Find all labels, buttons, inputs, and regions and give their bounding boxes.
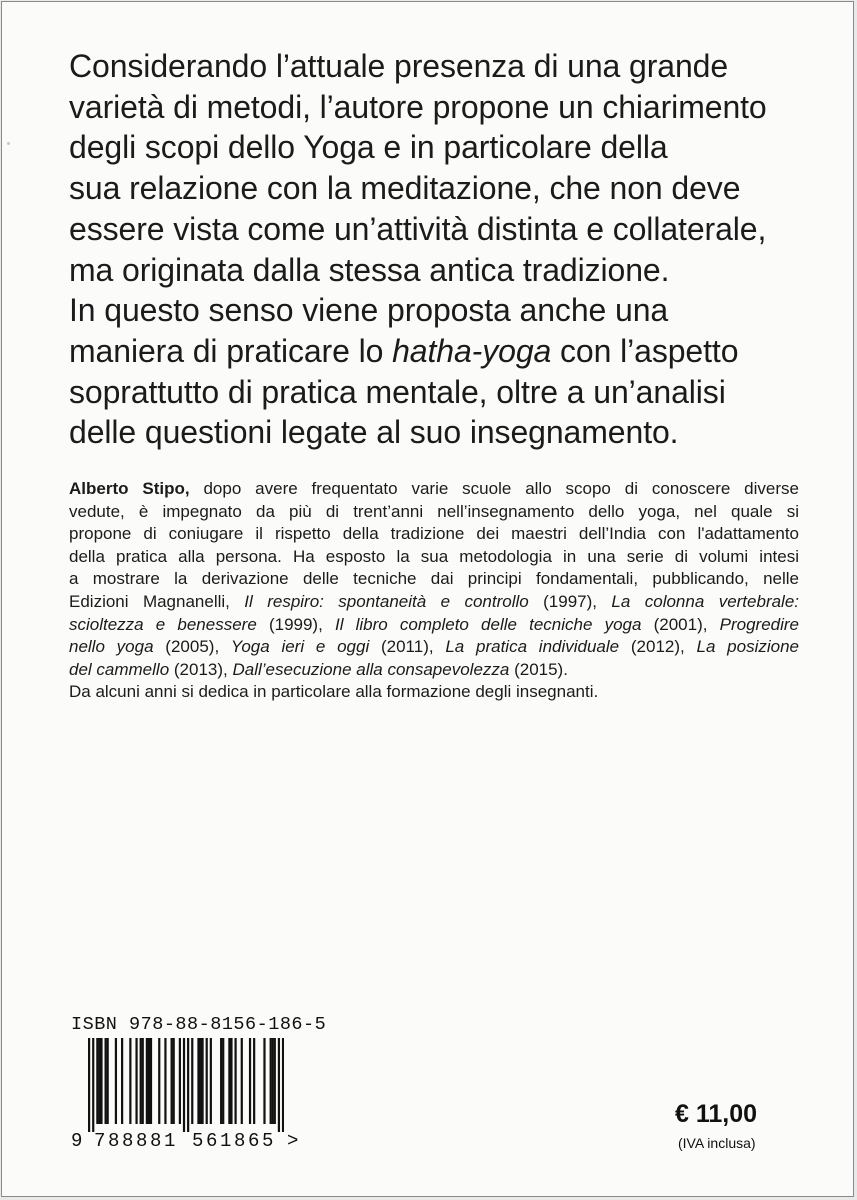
- book-blurb: [69, 46, 799, 453]
- barcode-digits-right: 561865: [192, 1130, 277, 1152]
- barcode-bar: [241, 1038, 243, 1124]
- bio-line: vedute, è impegnato da più di trent’anni nell’insegnamento dello yoga, nel quale si: [69, 501, 799, 521]
- barcode-bar: [164, 1038, 166, 1124]
- barcode-bar: [115, 1038, 117, 1124]
- bio-text: (2005),: [153, 637, 231, 657]
- barcode-bar: [199, 1038, 201, 1124]
- barcode-bar: [234, 1038, 236, 1124]
- book-title: La colonna vertebrale:: [611, 591, 800, 611]
- bio-line: Da alcuni anni si dedica in particolare alla formazione degli insegnanti.: [69, 682, 599, 702]
- price-note: (IVA inclusa): [678, 1135, 756, 1151]
- barcode-bar: [150, 1038, 152, 1124]
- barcode-bar: [183, 1038, 185, 1132]
- book-title: del cammello: [69, 659, 170, 679]
- barcode-bar: [222, 1038, 224, 1124]
- book-title: Progredire: [719, 614, 799, 634]
- bio-line: [69, 478, 799, 501]
- barcode-bar: [179, 1038, 181, 1124]
- book-title: Il respiro: spontaneità e controllo: [244, 591, 529, 611]
- barcode-bar: [230, 1038, 232, 1124]
- book-title: La posizione: [696, 637, 799, 657]
- blurb-line: soprattutto di pratica mentale, oltre a un’analisi: [69, 373, 726, 410]
- barcode-bar: [96, 1038, 98, 1124]
- barcode-bar: [210, 1038, 212, 1124]
- price: € 11,00: [675, 1100, 758, 1128]
- barcode-bar: [274, 1038, 276, 1124]
- book-title: nello yoga: [69, 637, 154, 657]
- barcode-bar: [171, 1038, 173, 1124]
- barcode-bar: [272, 1038, 274, 1124]
- barcode-bar: [135, 1038, 137, 1124]
- barcode-bar: [270, 1038, 272, 1124]
- barcode-bar: [158, 1038, 160, 1124]
- book-title: Yoga ieri e oggi: [230, 637, 370, 657]
- barcode-bar: [191, 1038, 193, 1124]
- blurb-line: delle questioni legate al suo insegnamento.: [69, 414, 679, 451]
- barcode-bar: [197, 1038, 199, 1124]
- bio-text: (2012),: [619, 637, 697, 657]
- barcode-bar: [173, 1038, 175, 1124]
- barcode: [88, 1038, 284, 1132]
- isbn-label: ISBN 978-88-8156-186-5: [71, 1014, 327, 1035]
- barcode-bar: [129, 1038, 131, 1124]
- barcode-bar: [121, 1038, 123, 1124]
- bio-text: (2011),: [369, 637, 446, 657]
- barcode-lead-digit: 9: [71, 1130, 83, 1152]
- barcode-bar: [148, 1038, 150, 1124]
- blurb-line: degli scopi dello Yoga e in particolare della: [69, 129, 668, 166]
- author-name: Alberto Stipo,: [69, 479, 190, 498]
- bio-line: [69, 636, 799, 659]
- blurb-line: [69, 331, 799, 372]
- bio-line: [69, 591, 799, 614]
- blurb-text: maniera di praticare lo: [69, 332, 393, 369]
- barcode-quiet-zone-mark: >: [287, 1130, 299, 1152]
- barcode-bar: [220, 1038, 222, 1124]
- blurb-line: sua relazione con la meditazione, che non deve: [69, 170, 741, 207]
- barcode-bar: [228, 1038, 230, 1124]
- barcode-bar: [92, 1038, 94, 1132]
- barcode-bar: [278, 1038, 280, 1132]
- print-speck: [7, 142, 10, 145]
- book-title: scioltezza e benessere: [69, 614, 257, 634]
- barcode-bar: [253, 1038, 255, 1124]
- author-bio: [69, 478, 799, 704]
- barcode-bar: [187, 1038, 189, 1132]
- barcode-bar: [100, 1038, 102, 1124]
- barcode-bar: [249, 1038, 251, 1124]
- bio-text: dopo avere frequentato varie scuole allo scopo di conoscere diverse: [189, 479, 799, 498]
- book-title: La pratica individuale: [445, 637, 620, 657]
- blurb-line: In questo senso viene proposta anche una: [69, 292, 669, 329]
- bio-line: [69, 614, 799, 637]
- bio-line: [69, 659, 799, 682]
- barcode-bar: [201, 1038, 203, 1124]
- barcode-bar: [105, 1038, 107, 1124]
- back-cover: [1, 1, 854, 1197]
- blurb-line: Considerando l’attuale presenza di una grande: [69, 48, 729, 84]
- bio-text: (2015).: [509, 659, 568, 679]
- blurb-line: essere vista come un’attività distinta e collaterale,: [69, 210, 767, 247]
- bio-line: a mostrare la derivazione delle tecniche dai principi fondamentali, pubblicando, nelle: [69, 569, 799, 589]
- bio-line: della pratica alla persona. Ha esposto la sua metodologia in una serie di volumi intesi: [69, 546, 799, 566]
- barcode-bar: [146, 1038, 148, 1124]
- barcode-bar: [88, 1038, 90, 1132]
- book-title: Il libro completo delle tecniche yoga: [334, 614, 642, 634]
- barcode-bar: [282, 1038, 284, 1132]
- barcode-bar: [206, 1038, 208, 1124]
- barcode-bar: [140, 1038, 142, 1124]
- bio-text: (2001),: [641, 614, 720, 634]
- blurb-italic-term: hatha-yoga: [392, 332, 552, 369]
- bio-line: propone di coniugare il rispetto della tradizione dei maestri dell’India con l'adattamento: [69, 524, 799, 544]
- bio-text: (1997),: [528, 591, 612, 611]
- barcode-bar: [263, 1038, 265, 1124]
- bio-text: (2013),: [169, 659, 233, 679]
- barcode-bar: [98, 1038, 100, 1124]
- bio-text: Edizioni Magnanelli,: [69, 591, 245, 611]
- barcode-digits-left: 788881: [94, 1130, 179, 1152]
- blurb-line: varietà di metodi, l’autore propone un chiarimento: [69, 88, 767, 125]
- bio-text: (1999),: [256, 614, 335, 634]
- blurb-line: ma originata dalla stessa antica tradizione.: [69, 251, 670, 288]
- book-title: Dall’esecuzione alla consapevolezza: [232, 659, 510, 679]
- barcode-bar: [142, 1038, 144, 1124]
- barcode-bar: [107, 1038, 109, 1124]
- blurb-text: con l’aspetto: [551, 332, 739, 369]
